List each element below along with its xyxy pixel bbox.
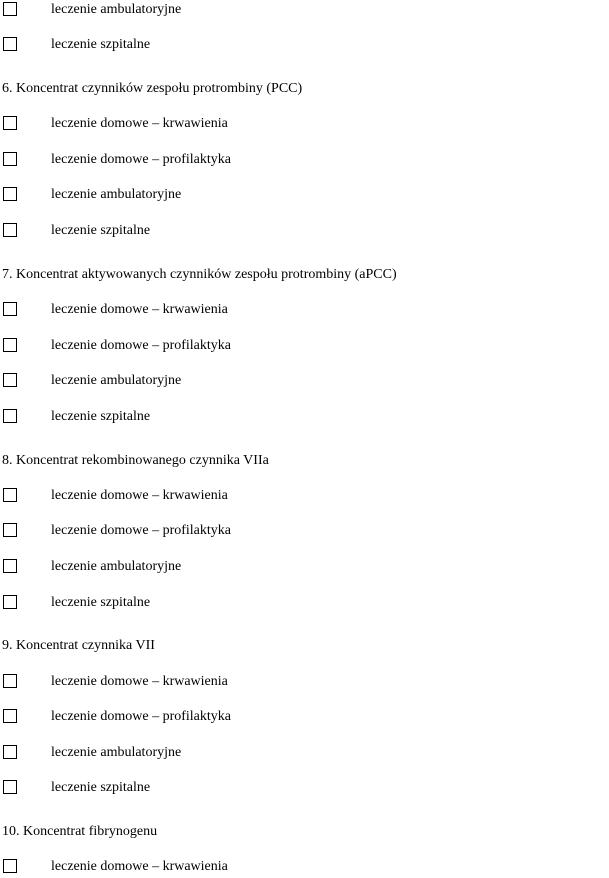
checkbox[interactable]: [3, 409, 17, 423]
option-label: leczenie domowe – krwawienia: [51, 302, 228, 317]
option-label: leczenie domowe – profilaktyka: [51, 523, 231, 538]
checkbox[interactable]: [3, 488, 17, 502]
checkbox[interactable]: [3, 595, 17, 609]
option-label: leczenie ambulatoryjne: [51, 2, 182, 17]
checkbox[interactable]: [3, 859, 17, 873]
checkbox[interactable]: [3, 338, 17, 352]
checkbox[interactable]: [3, 523, 17, 537]
option-label: leczenie domowe – krwawienia: [51, 859, 228, 874]
checkbox[interactable]: [3, 2, 17, 16]
checkbox[interactable]: [3, 745, 17, 759]
option-label: leczenie domowe – profilaktyka: [51, 709, 231, 724]
checkbox[interactable]: [3, 116, 17, 130]
checkbox[interactable]: [3, 709, 17, 723]
section-heading: 6. Koncentrat czynników zespołu protrombiny (PCC): [2, 81, 303, 96]
checkbox[interactable]: [3, 674, 17, 688]
checkbox[interactable]: [3, 223, 17, 237]
option-label: leczenie szpitalne: [51, 223, 151, 238]
option-label: leczenie domowe – krwawienia: [51, 116, 228, 131]
option-label: leczenie ambulatoryjne: [51, 187, 182, 202]
checkbox[interactable]: [3, 559, 17, 573]
option-label: leczenie ambulatoryjne: [51, 559, 182, 574]
option-label: leczenie szpitalne: [51, 780, 151, 795]
option-label: leczenie szpitalne: [51, 595, 151, 610]
section-heading: 9. Koncentrat czynnika VII: [2, 638, 155, 653]
checkbox[interactable]: [3, 152, 17, 166]
checkbox[interactable]: [3, 302, 17, 316]
option-label: leczenie ambulatoryjne: [51, 373, 182, 388]
checkbox[interactable]: [3, 187, 17, 201]
option-label: leczenie domowe – profilaktyka: [51, 338, 231, 353]
checkbox[interactable]: [3, 37, 17, 51]
option-label: leczenie domowe – krwawienia: [51, 674, 228, 689]
option-label: leczenie szpitalne: [51, 37, 151, 52]
checkbox[interactable]: [3, 373, 17, 387]
section-heading: 7. Koncentrat aktywowanych czynników zespołu protrombiny (aPCC): [2, 267, 397, 282]
option-label: leczenie szpitalne: [51, 409, 151, 424]
option-label: leczenie ambulatoryjne: [51, 745, 182, 760]
checkbox[interactable]: [3, 780, 17, 794]
option-label: leczenie domowe – krwawienia: [51, 488, 228, 503]
section-heading: 10. Koncentrat fibrynogenu: [2, 824, 158, 839]
section-heading: 8. Koncentrat rekombinowanego czynnika VIIa: [2, 453, 269, 468]
option-label: leczenie domowe – profilaktyka: [51, 152, 231, 167]
